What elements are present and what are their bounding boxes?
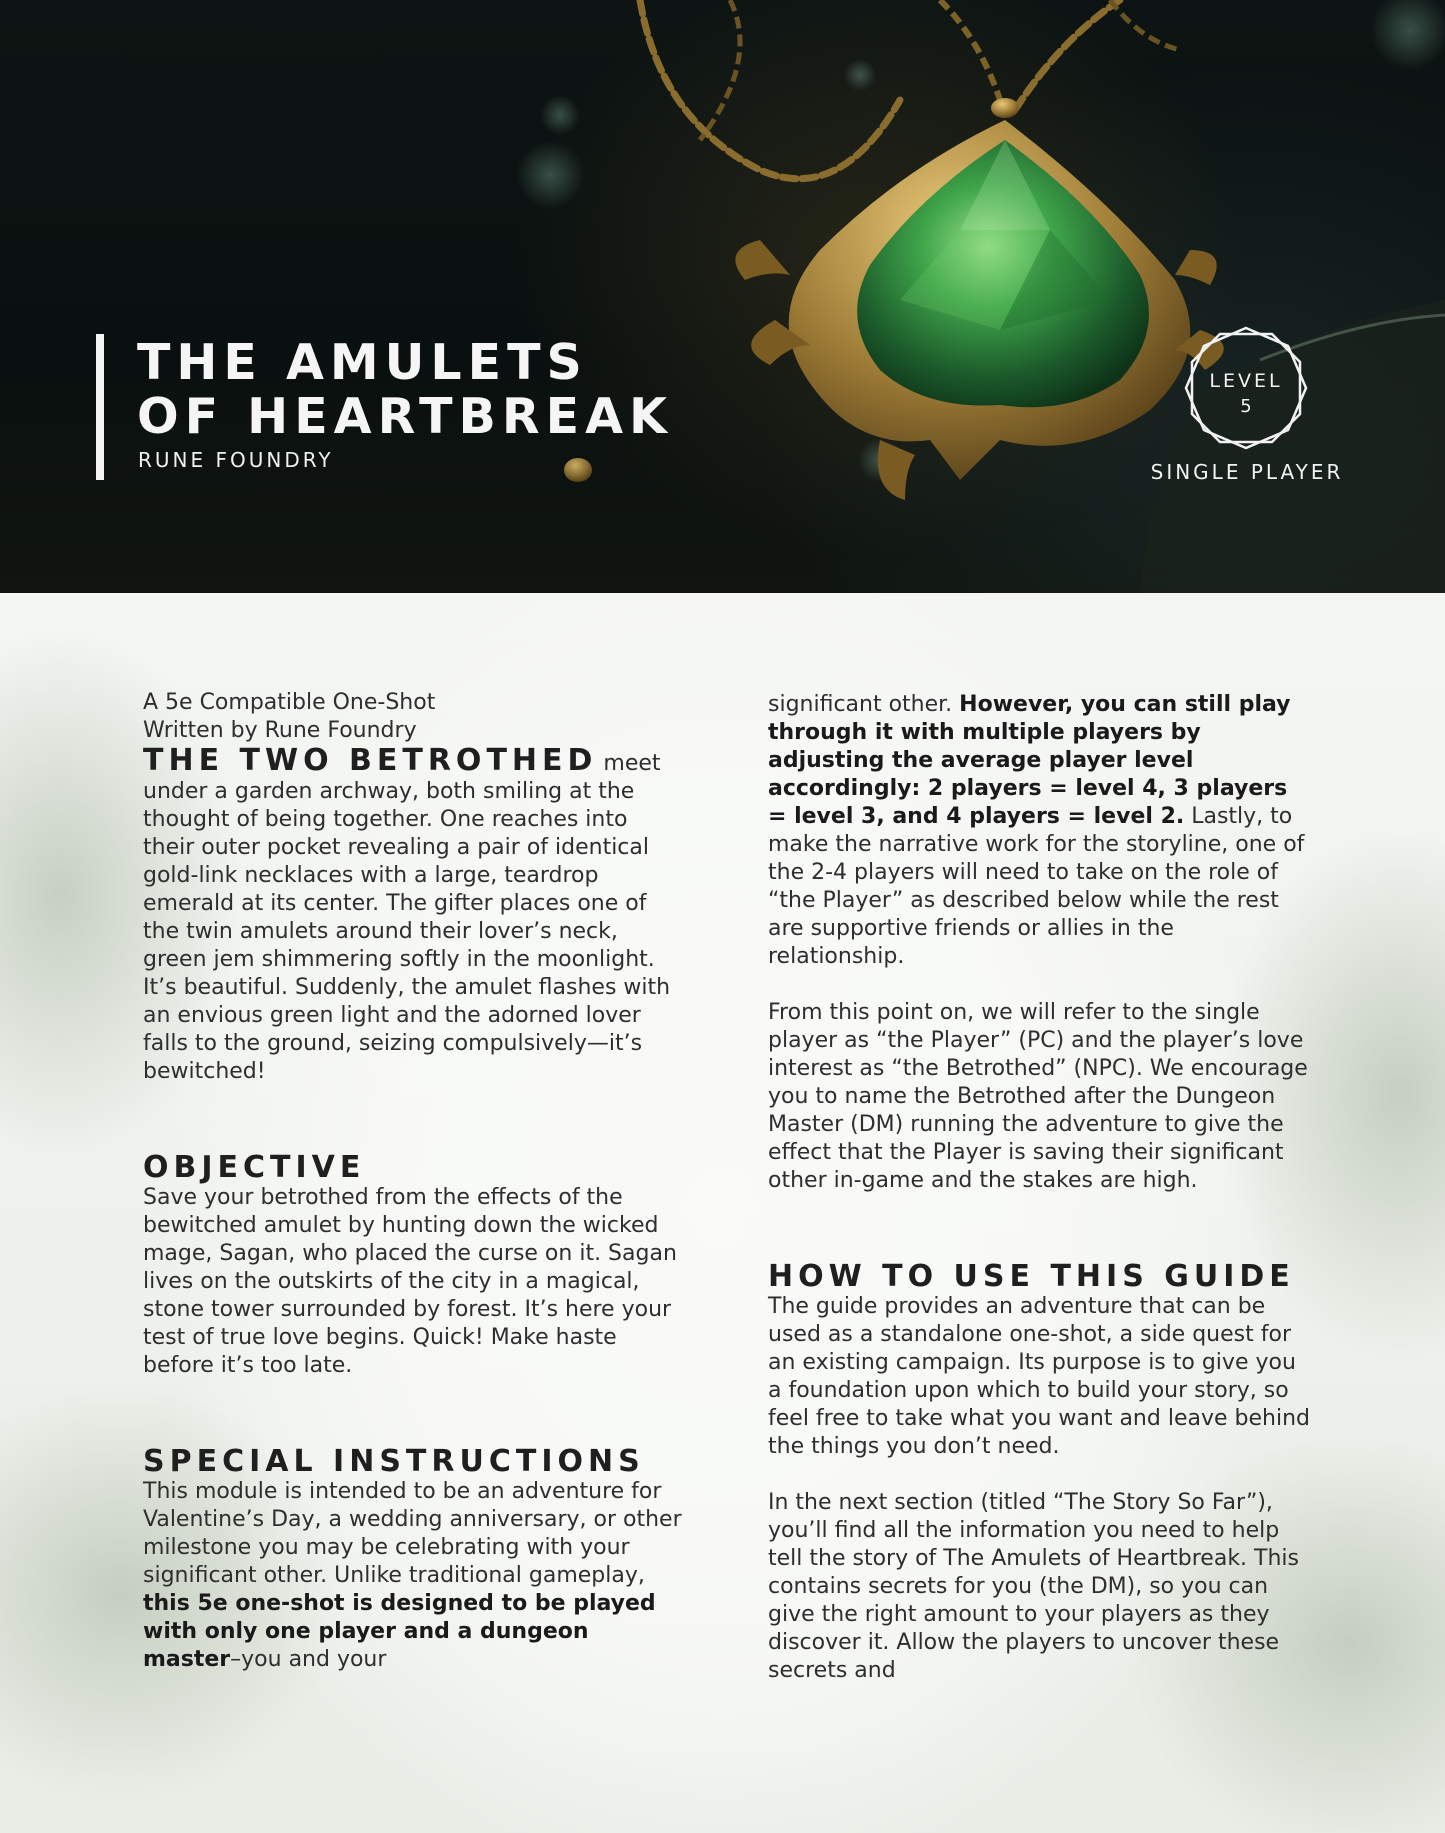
special-instructions-heading: SPECIAL INSTRUCTIONS [143, 1444, 645, 1479]
publisher-name: RUNE FOUNDRY [138, 448, 334, 472]
special-text-b-left: –you and your [230, 1647, 387, 1672]
special-instructions-para2: From this point on, we will refer to the single player as “the Player” (PC) and the player’s love interest as “the Betrothed” (NPC). We encourage you to name the Betrothed after the Dungeon Master (DM) running the adventure to give the effect that the Player is saving their significant other in-game and the stakes are high. [768, 1000, 1308, 1193]
title-line-1: THE AMULETS [137, 334, 588, 391]
amulet-illustration [0, 0, 1445, 593]
left-column [143, 689, 683, 1674]
special-instructions-text [143, 1478, 683, 1674]
level-number: 5 [1240, 396, 1252, 417]
intro-block [143, 689, 683, 745]
special-bold-a: this 5e one-shot is designed to be played with only one player and a dungeon master [143, 1591, 656, 1672]
hero-banner [0, 0, 1445, 593]
betrothed-paragraph [143, 745, 683, 1086]
page-title [137, 336, 673, 444]
level-label: LEVEL [1209, 370, 1283, 392]
special-bold-b: However, you can still play through it with multiple players by adjusting the average player level accordingly: 2 players = level 4, 3 players = level 3, and 4 players = level 2. [768, 692, 1291, 829]
special-text-b-right: significant other. [768, 692, 960, 717]
title-line-2: OF HEARTBREAK [137, 388, 673, 445]
guide-para-1: The guide provides an adventure that can be used as a standalone one-shot, a side quest for an existing campaign. Its purpose is to give you a foundation upon which to build your story, so feel free to take what you want and leave behind the things you don’t need. [768, 1294, 1310, 1459]
special-text-c: Lastly, to make the narrative work for the storyline, one of the 2-4 players will need to take on the role of “the Player” as described below while the rest are supportive friends or allies in the relationship. [768, 804, 1305, 969]
content-area [0, 593, 1445, 1833]
intro-line-2: Written by Rune Foundry [143, 718, 417, 743]
intro-line-1: A 5e Compatible One-Shot [143, 690, 436, 715]
special-instructions-continued [768, 691, 1313, 971]
guide-para-2: In the next section (titled “The Story So Far”), you’ll find all the information you need to help tell the story of The Amulets of Heartbreak. This contains secrets for you (the DM), so you can give the right amount to your players as they discover it. Allow the players to uncover these secrets and [768, 1490, 1299, 1683]
objective-text: Save your betrothed from the effects of the bewitched amulet by hunting down the wicked mage, Sagan, who placed the curse on it. Sagan lives on the outskirts of the city in a magical, stone tower surrounded by forest. It’s here your test of true love begins. Quick! Make haste before it’s too late. [143, 1185, 677, 1378]
player-mode: SINGLE PLAYER [1150, 460, 1344, 484]
betrothed-heading: THE TWO BETROTHED [143, 743, 598, 778]
betrothed-text: meet under a garden archway, both smiling at the thought of being together. One reaches into their outer pocket revealing a pair of identical gold-link necklaces with a large, teardrop emerald at its center. The gifter places one of the twin amulets around their lover’s neck, green jem shimmering softly in the moonlight. It’s beautiful. Suddenly, the amulet flashes with an envious green light and the adorned lover falls to the ground, seizing compulsively—it’s bewitched! [143, 751, 671, 1084]
right-column [768, 691, 1313, 1685]
how-to-use-heading: HOW TO USE THIS GUIDE [768, 1259, 1295, 1294]
special-text-a: This module is intended to be an adventure for Valentine’s Day, a wedding anniversary, or other milestone you may be celebrating with your significant other. Unlike traditional gameplay, [143, 1479, 682, 1588]
objective-heading: OBJECTIVE [143, 1150, 366, 1185]
title-accent-bar [96, 334, 104, 480]
